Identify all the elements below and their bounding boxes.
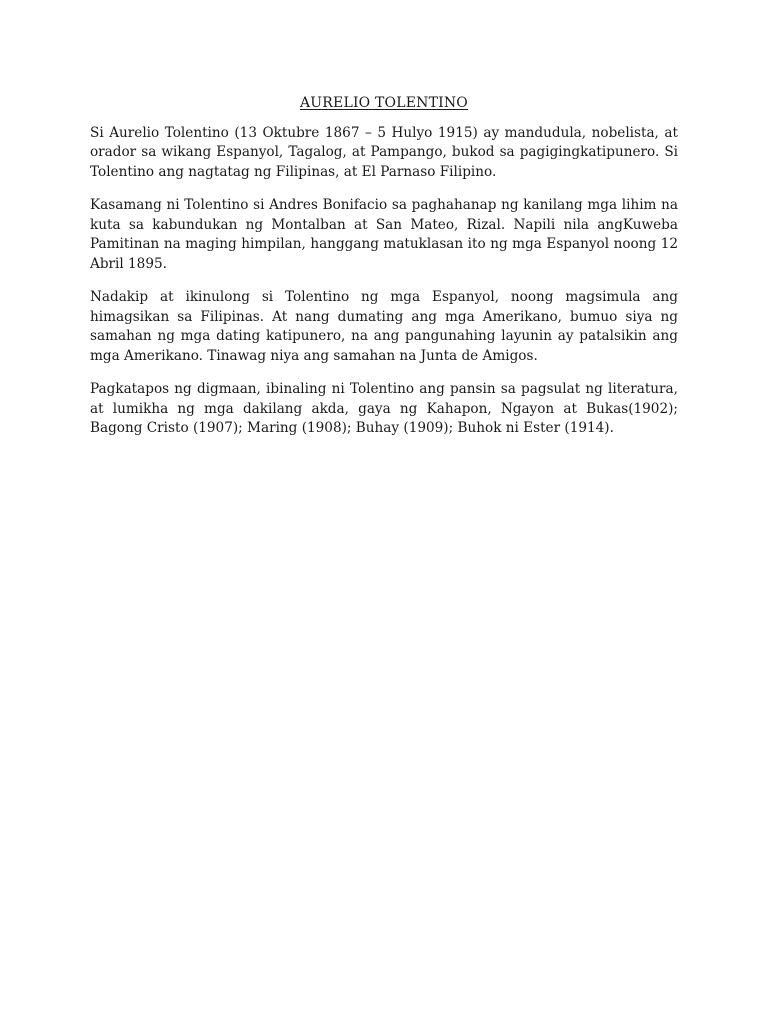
document-title: AURELIO TOLENTINO	[299, 95, 468, 111]
paragraph-4: Pagkatapos ng digmaan, ibinaling ni Tolentino ang pansin sa pagsulat ng literatura, at lumikha ng mga dakilang akda, gaya ng Kahapon, Ngayon at Bukas(1902); Bagong Cristo (1907); Maring (1908); Buhay (1909); Buhok ni Ester (1914).	[90, 381, 678, 436]
paragraph-1: Si Aurelio Tolentino (13 Oktubre 1867 – 5 Hulyo 1915) ay mandudula, nobelista, at orador sa wikang Espanyol, Tagalog, at Pampango, bukod sa pagigingkatipunero. Si Tolentino ang nagtatag ng Filipinas, at El Parnaso Filipino.	[90, 124, 678, 180]
paragraph-2: Kasamang ni Tolentino si Andres Bonifacio sa paghahanap ng kanilang mga lihim na kuta sa kabundukan ng Montalban at San Mateo, Rizal. Napili nila angKuweba Pamitinan na maging himpilan, hanggang matuklasan ito ng mga Espanyol noong 12 Abril 1895.	[90, 197, 678, 272]
document-page	[90, 94, 678, 453]
paragraph-3: Nadakip at ikinulong si Tolentino ng mga Espanyol, noong magsimula ang himagsikan sa Filipinas. At nang dumating ang mga Amerikano, bumuo siya ng samahan ng mga dating katipunero, na ang pangunahing layunin ay patalsikin ang mga Amerikano. Tinawag niya ang samahan na Junta de Amigos.	[90, 289, 678, 364]
